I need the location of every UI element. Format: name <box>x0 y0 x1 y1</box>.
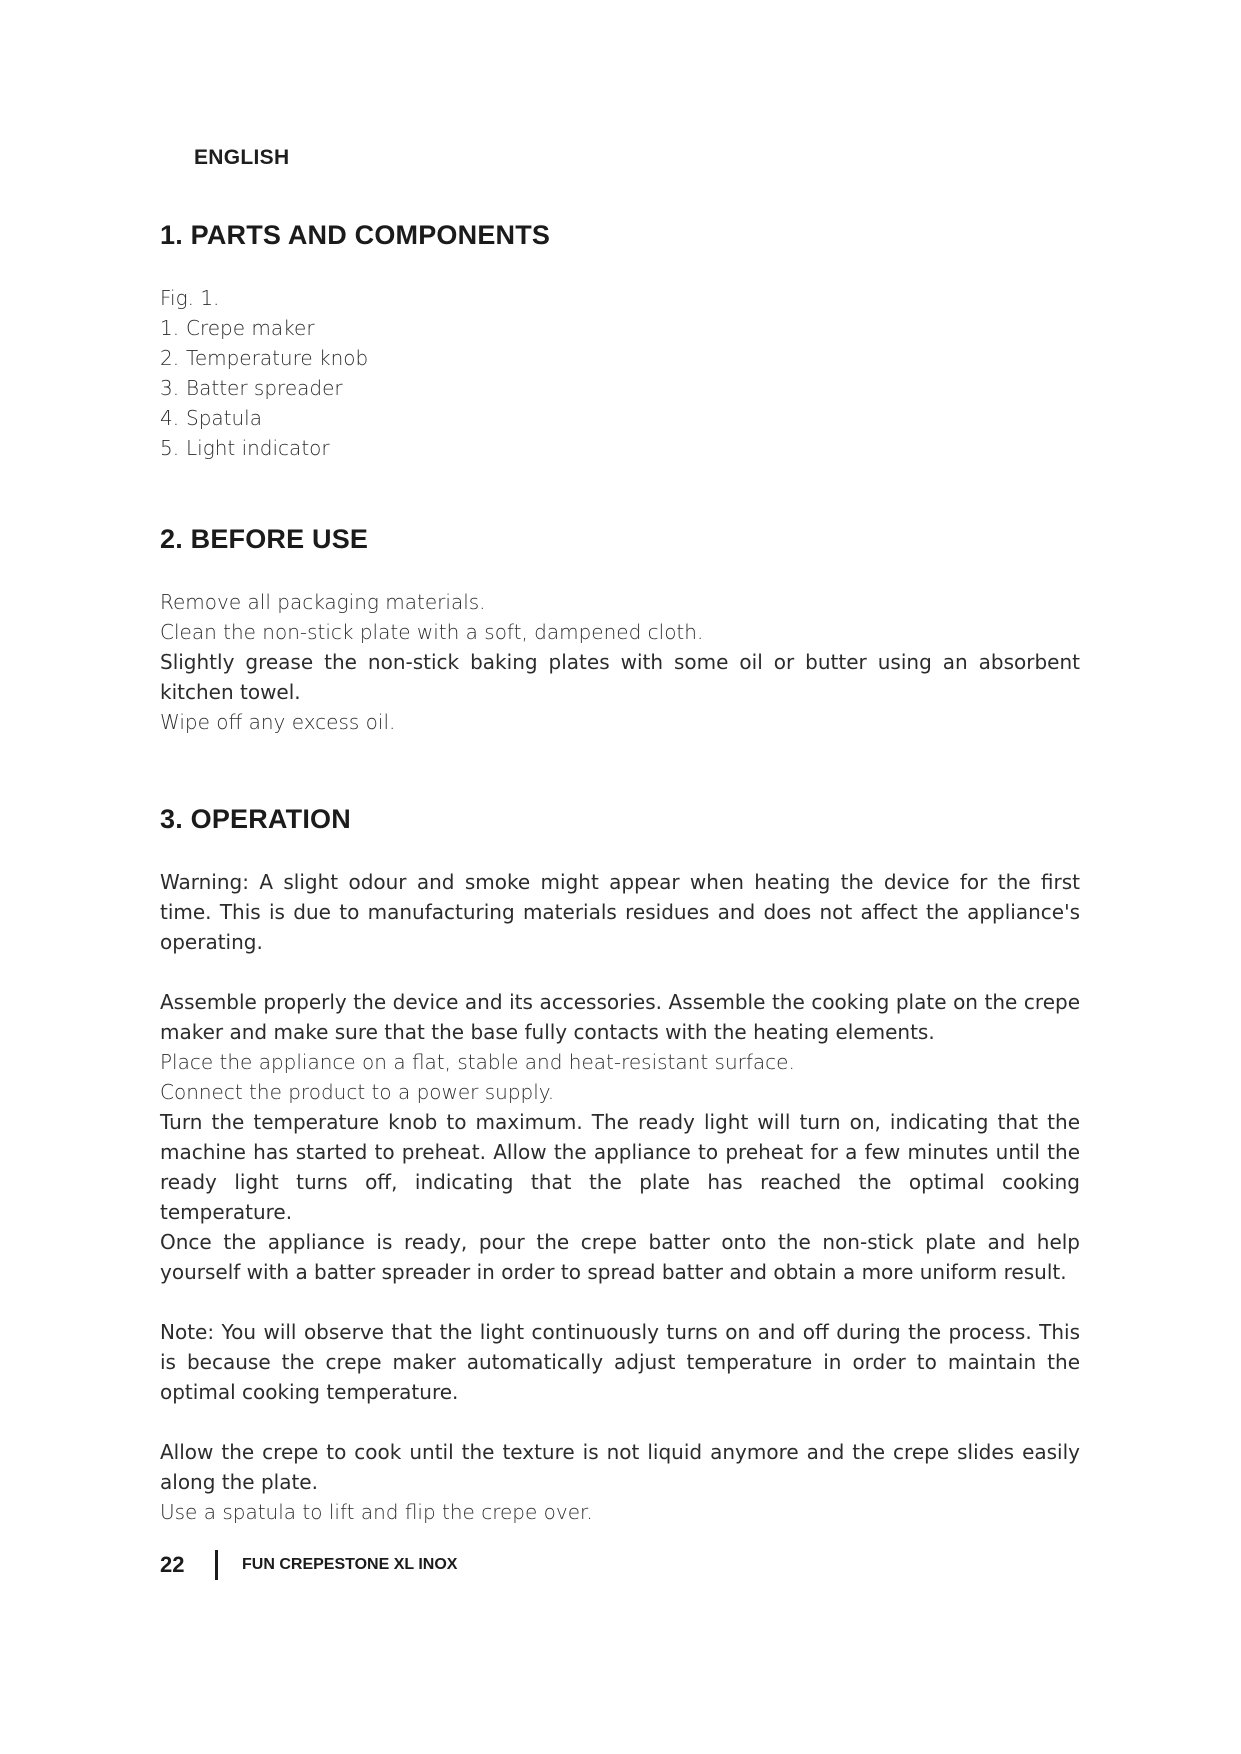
paragraph-line: Slightly grease the non-stick baking plates with some oil or butter using an absorbent kitchen towel. <box>160 650 1080 704</box>
list-item: 2. Temperature knob <box>160 346 369 370</box>
section-heading-operation: 3. OPERATION <box>160 804 351 834</box>
section-heading-parts: 1. PARTS AND COMPONENTS <box>160 220 551 250</box>
page-number: 22 <box>160 1552 185 1577</box>
paragraph-line: Connect the product to a power supply. <box>160 1080 555 1104</box>
operation-text <box>160 867 1080 1527</box>
paragraph-line: Place the appliance on a flat, stable and heat-resistant surface. <box>160 1050 795 1074</box>
warning-paragraph: Warning: A slight odour and smoke might appear when heating the device for the first time. This is due to manufacturing materials residues and does not affect the appliance's operating. <box>160 870 1080 954</box>
note-paragraph: Note: You will observe that the light continuously turns on and off during the process. This is because the crepe maker automatically adjust temperature in order to maintain the optimal cooking temperature. <box>160 1320 1080 1404</box>
list-item: 5. Light indicator <box>160 436 330 460</box>
list-item: 4. Spatula <box>160 406 262 430</box>
paragraph-line: Clean the non-stick plate with a soft, dampened cloth. <box>160 620 704 644</box>
product-name: FUN CREPESTONE XL INOX <box>242 1556 458 1573</box>
paragraph-line: Wipe off any excess oil. <box>160 710 396 734</box>
paragraph-line: Turn the temperature knob to maximum. The ready light will turn on, indicating that the machine has started to preheat. Allow the appliance to preheat for a few minutes until the ready light turns off, indicating that the plate has reached the optimal cooking temperature. <box>160 1110 1080 1224</box>
section-heading-before-use: 2. BEFORE USE <box>160 524 369 554</box>
paragraph-line: Use a spatula to lift and flip the crepe over. <box>160 1500 593 1524</box>
before-use-text <box>160 587 1080 737</box>
paragraph-line: Assemble properly the device and its accessories. Assemble the cooking plate on the crepe maker and make sure that the base fully contacts with the heating elements. <box>160 990 1080 1044</box>
list-item: 1. Crepe maker <box>160 316 315 340</box>
footer-separator <box>215 1550 218 1580</box>
paragraph-line: Remove all packaging materials. <box>160 590 486 614</box>
parts-list <box>160 283 1080 463</box>
paragraph-line: Allow the crepe to cook until the texture is not liquid anymore and the crepe slides easily along the plate. <box>160 1440 1080 1494</box>
paragraph-line: Once the appliance is ready, pour the crepe batter onto the non-stick plate and help yourself with a batter spreader in order to spread batter and obtain a more uniform result. <box>160 1230 1080 1284</box>
figure-label: Fig. 1. <box>160 286 220 310</box>
language-label: ENGLISH <box>194 146 290 169</box>
list-item: 3. Batter spreader <box>160 376 343 400</box>
